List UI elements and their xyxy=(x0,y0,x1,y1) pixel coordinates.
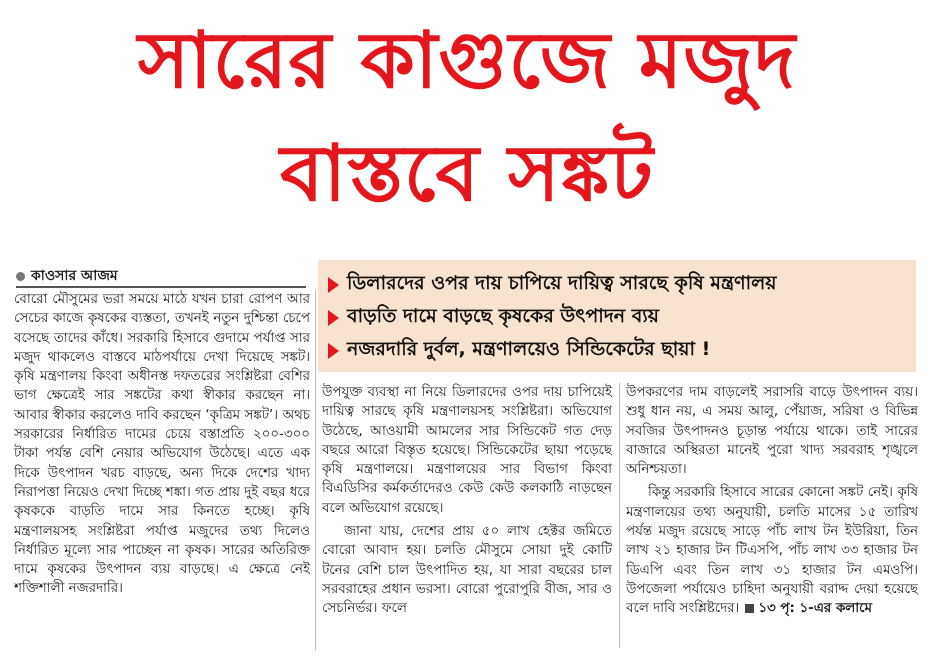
headline-line-2: বাস্তবে সঙ্কট xyxy=(280,129,654,219)
byline-dot-icon xyxy=(16,272,25,281)
article-column-1 xyxy=(14,290,310,650)
byline xyxy=(16,264,118,288)
highlight-item xyxy=(328,301,906,334)
article-column-2 xyxy=(322,383,612,647)
headline-line-1: সারের কাগুজে মজুদ xyxy=(137,16,797,106)
highlight-text: ডিলারদের ওপর দায় চাপিয়ে দায়িত্ব সারছে কৃষি মন্ত্রণালয় xyxy=(347,271,777,294)
column-divider xyxy=(619,383,620,648)
article-column-3 xyxy=(626,383,918,647)
square-marker-icon xyxy=(745,604,754,613)
triangle-bullet-icon xyxy=(328,343,339,359)
article-paragraph xyxy=(626,483,918,618)
article-paragraph: উপযুক্ত ব্যবস্থা না নিয়ে ডিলারদের ওপর দায় চাপিয়েই দায়িত্ব সারছে কৃষি মন্ত্রণালয়সহ সংশ্লিষ্টরা। অভিযোগ উঠেছে, আওয়ামী আমলের সার সিন্ডিকেট গত দেড় বছরে আরো বিস্তৃত হয়েছে। সিন্ডিকেটের ছায়া পড়েছে কৃষি মন্ত্রণালয়ে। মন্ত্রণালয়ের সার বিভাগ কিংবা বিএডিসির কর্মকর্তাদেরও কেউ কেউ কলকাঠি নাড়ছেন বলে অভিযোগ রয়েছে। xyxy=(322,385,612,516)
byline-rule xyxy=(16,286,306,288)
column-divider xyxy=(315,290,316,650)
highlight-text: নজরদারি দুর্বল, মন্ত্রণালয়েও সিন্ডিকেটের ছায়া ! xyxy=(347,337,711,360)
article-paragraph: জানা যায়, দেশের প্রায় ৫০ লাখ হেক্টর জমিতে বোরো আবাদ হয়। চলতি মৌসুমে সোয়া দুই কোটি টনের বেশি চাল উৎপাদিত হয়, যা সারা বছরের চাল সরবরাহের প্রধান ভরসা। বোরো পুরোপুরি বীজ, সার ও সেচনির্ভর। ফলে xyxy=(322,524,612,617)
article-paragraph: বোরো মৌসুমের ভরা সময়ে মাঠে যখন চারা রোপণ আর সেচের কাজে কৃষকের ব্যস্ততা, তখনই নতুন দুশ্চিন্তা চেপে বসেছে তাদের কাঁধে। সরকারি হিসাবে গুদামে পর্যাপ্ত সার মজুদ থাকলেও বাস্তবে মাঠপর্যায়ে দেখা দিয়েছে সঙ্কট। কৃষি মন্ত্রণালয় কিংবা অধীনস্ত দফতরের সংশ্লিষ্টরা বেশির ভাগ ক্ষেত্রেই সার সঙ্কটের কথা স্বীকার করছেন না। আবার স্বীকার করলেও দাবি করছেন ‘কৃত্রিম সঙ্কট’। অথচ সরকারের নির্ধারিত দামের চেয়ে বস্তাপ্রতি ২০০-৩০০ টাকা পর্যন্ত বেশি নেয়ার অভিযোগ উঠেছে। এতে এক দিকে উৎপাদন খরচ বাড়ছে, অন্য দিকে দেশের খাদ্য নিরাপত্তা নিয়েও দেখা দিচ্ছে শঙ্কা। গত প্রায় দুই বছর ধরে কৃষককে বাড়তি দামে সার কিনতে হচ্ছে। কৃষি মন্ত্রণালয়সহ সংশ্লিষ্টরা পর্যাপ্ত মজুদের তথ্য দিলেও নির্ধারিত মূল্যে সার পাচ্ছেন না কৃষক। সারের অতিরিক্ত দামে কৃষকের উৎপাদন ব্যয় বাড়ছে। এ ক্ষেত্রে নেই শক্তিশালী নজরদারি। xyxy=(14,292,310,597)
byline-author: কাওসার আজম xyxy=(31,268,118,284)
continued-jump-link[interactable]: ১৩ পৃ: ১-এর কলামে xyxy=(758,601,872,617)
triangle-bullet-icon xyxy=(328,277,339,293)
highlight-text: বাড়তি দামে বাড়ছে কৃষকের উৎপাদন ব্যয় xyxy=(347,304,659,327)
highlight-item xyxy=(328,334,906,367)
highlights-box xyxy=(318,260,916,372)
article-paragraph-text: কিন্তু সরকারি হিসাবে সারের কোনো সঙ্কট নেই। কৃষি মন্ত্রণালয়ের তথ্য অনুযায়ী, চলতি মাসের ১৫ তারিখ পর্যন্ত মজুদ রয়েছে সাড়ে পাঁচ লাখ টন ইউরিয়া, তিন লাখ ২১ হাজার টন টিএসপি, পাঁচ লাখ ৩৩ হাজার টন ডিএপি এবং তিন লাখ ৩১ হাজার টন এমওপি। উপজেলা পর্যায়েও চাহিদা অনুযায়ী বরাদ্দ দেয়া হয়েছে বলে দাবি সংশ্লিষ্টদের। xyxy=(626,485,918,617)
highlight-item xyxy=(328,268,906,301)
triangle-bullet-icon xyxy=(328,310,339,326)
article-paragraph: উপকরণের দাম বাড়লেই সরাসরি বাড়ে উৎপাদন ব্যয়। শুধু ধান নয়, এ সময় আলু, পেঁয়াজ, সরিষা ও বিভিন্ন সবজির উৎপাদনও চূড়ান্ত পর্যায়ে থাকে। তাই সারের বাজারে অস্থিরতা মানেই পুরো খাদ্য সরবরাহ শৃঙ্খলে অনিশ্চয়তা। xyxy=(626,385,918,478)
